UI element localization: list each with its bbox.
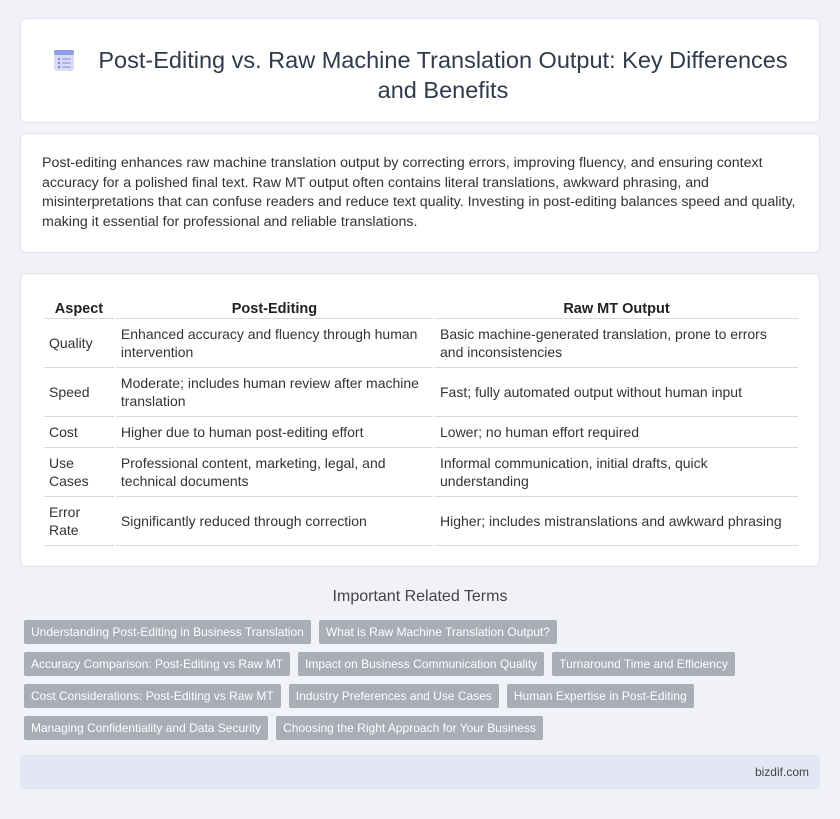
page-title: Post-Editing vs. Raw Machine Translation Output: Key Differences and Benefits [98,47,788,103]
comparison-table [42,294,800,546]
table-row [44,368,798,417]
related-term-link[interactable]: Cost Considerations: Post-Editing vs Raw MT [24,684,281,708]
comparison-card [20,273,820,567]
aspect-cell: Error Rate [44,497,114,546]
header [51,45,799,105]
term-row [24,716,814,740]
document-list-icon [51,47,77,73]
post-editing-cell: Moderate; includes human review after machine translation [116,368,433,417]
related-term-link[interactable]: Managing Confidentiality and Data Security [24,716,268,740]
post-editing-cell: Professional content, marketing, legal, and technical documents [116,448,433,497]
related-terms-title: Important Related Terms [332,588,508,605]
table-row [44,319,798,368]
related-term-link[interactable]: Accuracy Comparison: Post-Editing vs Raw MT [24,652,290,676]
column-header-post-editing: Post-Editing [116,294,433,319]
related-term-link[interactable]: Impact on Business Communication Quality [298,652,544,676]
column-header-aspect: Aspect [44,294,114,319]
footer [20,755,820,789]
term-row [24,620,814,644]
raw-mt-cell: Fast; fully automated output without human input [435,368,798,417]
raw-mt-cell: Basic machine-generated translation, prone to errors and inconsistencies [435,319,798,368]
intro-paragraph: Post-editing enhances raw machine translation output by correcting errors, improving fluency, and ensuring context accuracy for a polished final text. Raw MT output often contains literal translations, awkward phrasing, and misinterpretations that can confuse readers and reduce text quality. Investing in post-editing balances speed and quality, making it essential for professional and reliable translations. [42,155,796,230]
table-row [44,497,798,546]
post-editing-cell: Higher due to human post-editing effort [116,417,433,448]
table-row [44,448,798,497]
aspect-cell: Use Cases [44,448,114,497]
related-term-link[interactable]: Choosing the Right Approach for Your Business [276,716,543,740]
aspect-cell: Speed [44,368,114,417]
raw-mt-cell: Higher; includes mistranslations and awkward phrasing [435,497,798,546]
table-header-row [44,294,798,319]
table-row [44,417,798,448]
intro-card [20,133,820,253]
related-term-link[interactable]: Turnaround Time and Efficiency [552,652,735,676]
aspect-cell: Quality [44,319,114,368]
post-editing-cell: Enhanced accuracy and fluency through human intervention [116,319,433,368]
related-term-link[interactable]: Understanding Post-Editing in Business Translation [24,620,311,644]
column-header-raw-mt: Raw MT Output [435,294,798,319]
related-term-link[interactable]: Human Expertise in Post-Editing [507,684,694,708]
post-editing-cell: Significantly reduced through correction [116,497,433,546]
related-term-link[interactable]: What is Raw Machine Translation Output? [319,620,557,644]
header-card [20,18,820,123]
site-name[interactable]: bizdif.com [754,765,809,779]
related-terms [24,620,814,748]
raw-mt-cell: Lower; no human effort required [435,417,798,448]
term-row [24,652,814,676]
term-row [24,684,814,708]
related-term-link[interactable]: Industry Preferences and Use Cases [289,684,499,708]
aspect-cell: Cost [44,417,114,448]
raw-mt-cell: Informal communication, initial drafts, quick understanding [435,448,798,497]
